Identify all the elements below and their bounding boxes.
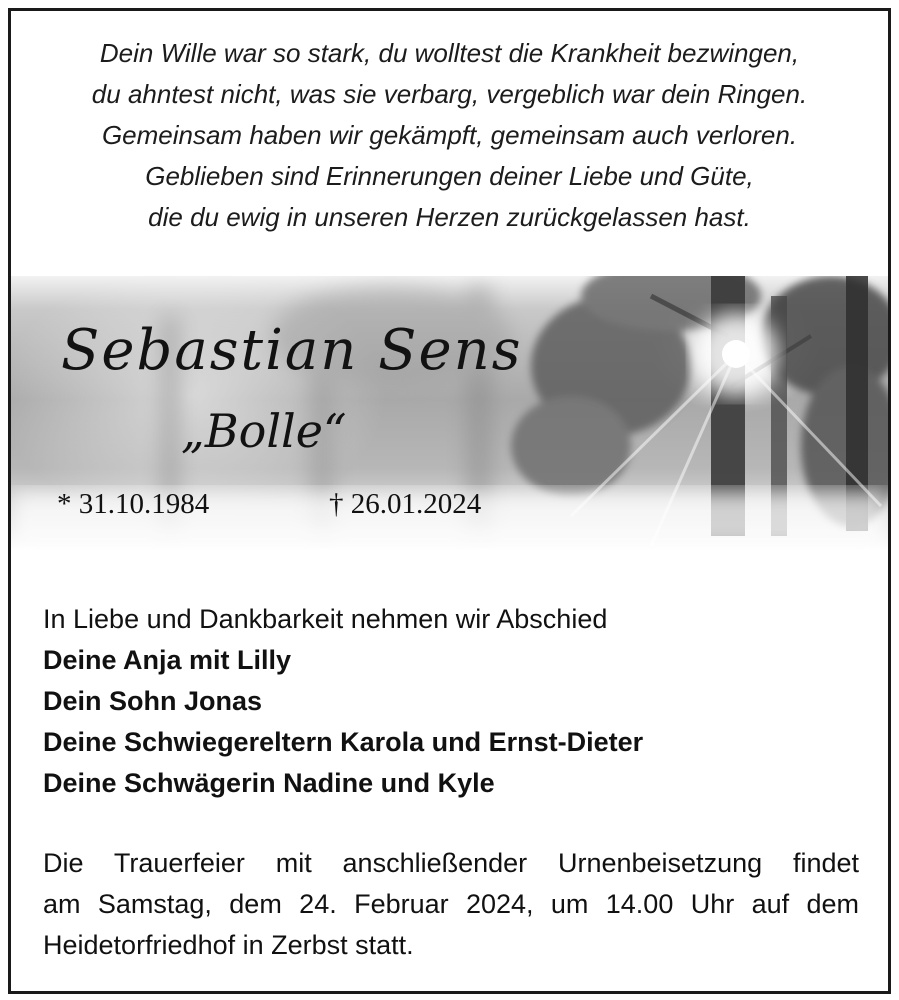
death-date: † 26.01.2024: [329, 488, 482, 520]
service-line: Die Trauerfeier mit anschließender Urnenbeisetzung findet: [43, 848, 859, 878]
mourner-name: Dein Sohn Jonas: [43, 686, 263, 716]
deceased-name: Sebastian Sens: [61, 318, 523, 383]
mourner-name: Deine Schwägerin Nadine und Kyle: [43, 768, 495, 798]
mourner-name: Deine Schwiegereltern Karola und Ernst-Dieter: [43, 727, 644, 757]
obituary-frame: [8, 8, 891, 994]
deceased-nickname: „Bolle“: [181, 404, 347, 458]
mourners-block: [43, 599, 643, 804]
poem-line: Geblieben sind Erinnerungen deiner Liebe und Güte,: [145, 161, 754, 191]
funeral-service-info: [43, 843, 859, 966]
poem-line: Gemeinsam haben wir gekämpft, gemeinsam auch verloren.: [101, 120, 798, 150]
service-line: Heidetorfriedhof in Zerbst statt.: [43, 930, 414, 960]
poem-line: Dein Wille war so stark, du wolltest die Krankheit bezwingen,: [99, 38, 800, 68]
poem-line: die du ewig in unseren Herzen zurückgelassen hast.: [148, 202, 751, 232]
forest-banner: [11, 276, 888, 551]
mourner-name: Deine Anja mit Lilly: [43, 645, 292, 675]
service-line: am Samstag, dem 24. Februar 2024, um 14.00 Uhr auf dem: [43, 889, 859, 919]
mourners-intro: In Liebe und Dankbarkeit nehmen wir Abschied: [43, 604, 608, 634]
poem: [11, 33, 888, 238]
poem-line: du ahntest nicht, was sie verbarg, vergeblich war dein Ringen.: [91, 79, 808, 109]
birth-date: * 31.10.1984: [57, 488, 210, 520]
